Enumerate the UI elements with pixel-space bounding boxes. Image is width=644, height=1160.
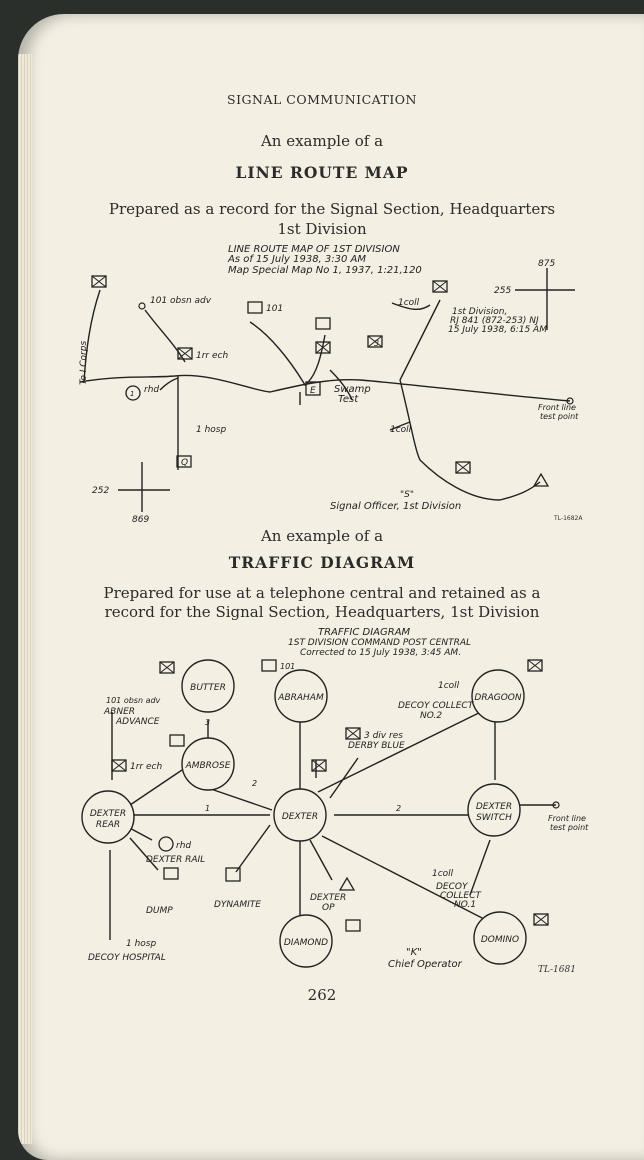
label-test-point: test point xyxy=(550,823,589,832)
unit-symbol-abraham xyxy=(262,660,276,671)
route-southeast xyxy=(400,380,540,500)
coord-875: 875 xyxy=(538,259,556,269)
unit-symbol-hq xyxy=(316,318,330,329)
node-label-dexter-rear-2: REAR xyxy=(95,820,121,830)
map-ref: Map Special Map No 1, 1937, 1:21,120 xyxy=(228,265,422,276)
figure-id-1: TL-1682A xyxy=(554,515,583,522)
diag-title: TRAFFIC DIAGRAM xyxy=(318,627,411,638)
label-coll2: 1coll xyxy=(390,425,412,435)
diag-corr: Corrected to 15 July 1938, 3:45 AM. xyxy=(300,648,462,658)
label-abner-2: ADVANCE xyxy=(116,717,160,727)
label-decoy-hospital: DECOY HOSPITAL xyxy=(88,953,166,963)
label-rrech: 1rr ech xyxy=(196,351,229,361)
label-hosp: 1 hosp xyxy=(196,425,227,435)
label-decoy1-b: COLLECT xyxy=(440,891,481,901)
diag-sub: 1ST DIVISION COMMAND POST CENTRAL xyxy=(288,638,472,648)
label-div1: 1st Division, xyxy=(452,307,508,317)
section1-title: LINE ROUTE MAP xyxy=(235,163,409,182)
cross-mark xyxy=(312,760,326,771)
label-decoy1-a: DECOY xyxy=(436,882,468,892)
route-101 xyxy=(250,322,325,385)
cross-mark xyxy=(92,276,106,287)
label-rrech: 1rr ech xyxy=(130,762,163,772)
label-front-line: Front line xyxy=(548,814,586,823)
rhd-circle xyxy=(159,837,173,851)
cross-mark xyxy=(534,914,548,925)
label-rhd: rhd xyxy=(176,841,192,851)
label-chief-operator: Chief Operator xyxy=(388,959,462,970)
cross-mark xyxy=(160,662,174,673)
label-coll1: 1coll xyxy=(438,681,460,691)
route-rhd xyxy=(160,378,178,390)
label-coll2: 1coll xyxy=(432,869,454,879)
cross-mark xyxy=(112,760,126,771)
node-label-dragoon: DRAGOON xyxy=(474,693,522,703)
label-101: 101 xyxy=(280,662,296,671)
node-label-diamond: DIAMOND xyxy=(283,938,329,948)
route-division xyxy=(400,300,440,380)
unit-symbol-dump xyxy=(164,868,178,879)
node-label-dexter-switch-1: DEXTER xyxy=(475,802,513,812)
label-abner-1: ABNER xyxy=(104,707,136,717)
node-label-ambrose: AMBROSE xyxy=(185,761,231,771)
label-derby: DERBY BLUE xyxy=(348,741,405,751)
coord-255: 255 xyxy=(494,286,512,296)
node-label-dexter-rear-1: DEXTER xyxy=(89,809,127,819)
label-dynamite: DYNAMITE xyxy=(214,900,261,910)
link-number-2: 2 xyxy=(252,779,258,788)
line-route-map xyxy=(79,244,583,525)
label-rhd-num: 1 xyxy=(130,390,135,398)
label-e: E xyxy=(310,386,316,396)
node-label-dexter: DEXTER xyxy=(281,812,319,822)
node-label-dexter-switch-2: SWITCH xyxy=(476,813,512,823)
cross-mark xyxy=(346,728,360,739)
section1-subtitle-line1: Prepared as a record for the Signal Section, Headquarters xyxy=(108,200,556,218)
label-div2: RJ 841 (872-253) NJ xyxy=(450,316,539,326)
section1-subtitle-line2: 1st Division xyxy=(277,220,367,238)
label-decoy2-a: DECOY COLLECT xyxy=(398,701,474,711)
cross-mark xyxy=(456,462,470,473)
label-test-point: test point xyxy=(540,412,579,421)
label-decoy1-c: NO.1 xyxy=(454,900,477,910)
section2-subtitle-line2: record for the Signal Section, Headquarters, 1st Division xyxy=(104,603,540,621)
label-dexter-op-2: OP xyxy=(322,903,335,913)
link-number-1: 1 xyxy=(205,804,211,813)
route-obsn xyxy=(145,310,185,362)
label-q: Q xyxy=(181,458,189,468)
unit-symbol-101 xyxy=(248,302,262,313)
label-dexter-rail: DEXTER RAIL xyxy=(146,855,206,865)
label-k: "K" xyxy=(406,947,422,958)
label-s: "S" xyxy=(400,490,414,500)
coord-252: 252 xyxy=(92,486,110,496)
grid-cross-sw xyxy=(118,462,170,512)
section1-intro: An example of a xyxy=(260,132,384,150)
node-label-butter: BUTTER xyxy=(190,683,226,693)
map-title: LINE ROUTE MAP OF 1ST DIVISION xyxy=(228,244,400,255)
label-hosp: 1 hosp xyxy=(126,939,157,949)
coord-869: 869 xyxy=(132,515,150,525)
label-obsn: 101 obsn adv xyxy=(106,696,161,705)
label-decoy2-b: NO.2 xyxy=(420,711,443,721)
unit-symbol-ambrose xyxy=(170,735,184,746)
label-dexter-op-1: DEXTER xyxy=(310,893,347,903)
label-101: 101 xyxy=(266,304,284,314)
label-swamp: Swamp xyxy=(334,384,371,395)
cross-mark xyxy=(528,660,542,671)
node-label-domino: DOMINO xyxy=(480,935,520,945)
label-3: 3 xyxy=(374,339,380,348)
page-number: 262 xyxy=(307,986,337,1004)
running-header: SIGNAL COMMUNICATION xyxy=(227,92,417,107)
link-number-2b: 2 xyxy=(396,804,402,813)
label-front-line: Front line xyxy=(538,403,576,412)
label-rhd: rhd xyxy=(144,385,160,395)
node-label-abraham: ABRAHAM xyxy=(278,693,324,703)
label-obsn: 101 obsn adv xyxy=(150,296,212,306)
artillery-symbol xyxy=(340,878,354,890)
link-number-3: 3 xyxy=(205,718,211,727)
label-to-corps: To I Corps xyxy=(79,340,89,385)
label-div3: 15 July 1938, 6:15 AM xyxy=(448,325,547,335)
section2-title: TRAFFIC DIAGRAM xyxy=(228,553,416,572)
obsn-point xyxy=(139,303,145,309)
section2-intro: An example of a xyxy=(260,527,384,545)
label-divres: 3 div res xyxy=(364,731,403,741)
map-asof: As of 15 July 1938, 3:30 AM xyxy=(228,254,367,265)
label-signal-officer: Signal Officer, 1st Division xyxy=(330,501,462,512)
figure-id-2: TL-1681 xyxy=(538,965,576,975)
section2-subtitle-line1: Prepared for use at a telephone central and retained as a xyxy=(103,584,541,602)
cross-mark xyxy=(433,281,447,292)
label-dump: DUMP xyxy=(146,906,173,916)
traffic-diagram xyxy=(82,627,589,975)
unit-symbol-diamond xyxy=(346,920,360,931)
label-test: Test xyxy=(338,394,359,405)
label-coll1: 1coll xyxy=(398,298,420,308)
